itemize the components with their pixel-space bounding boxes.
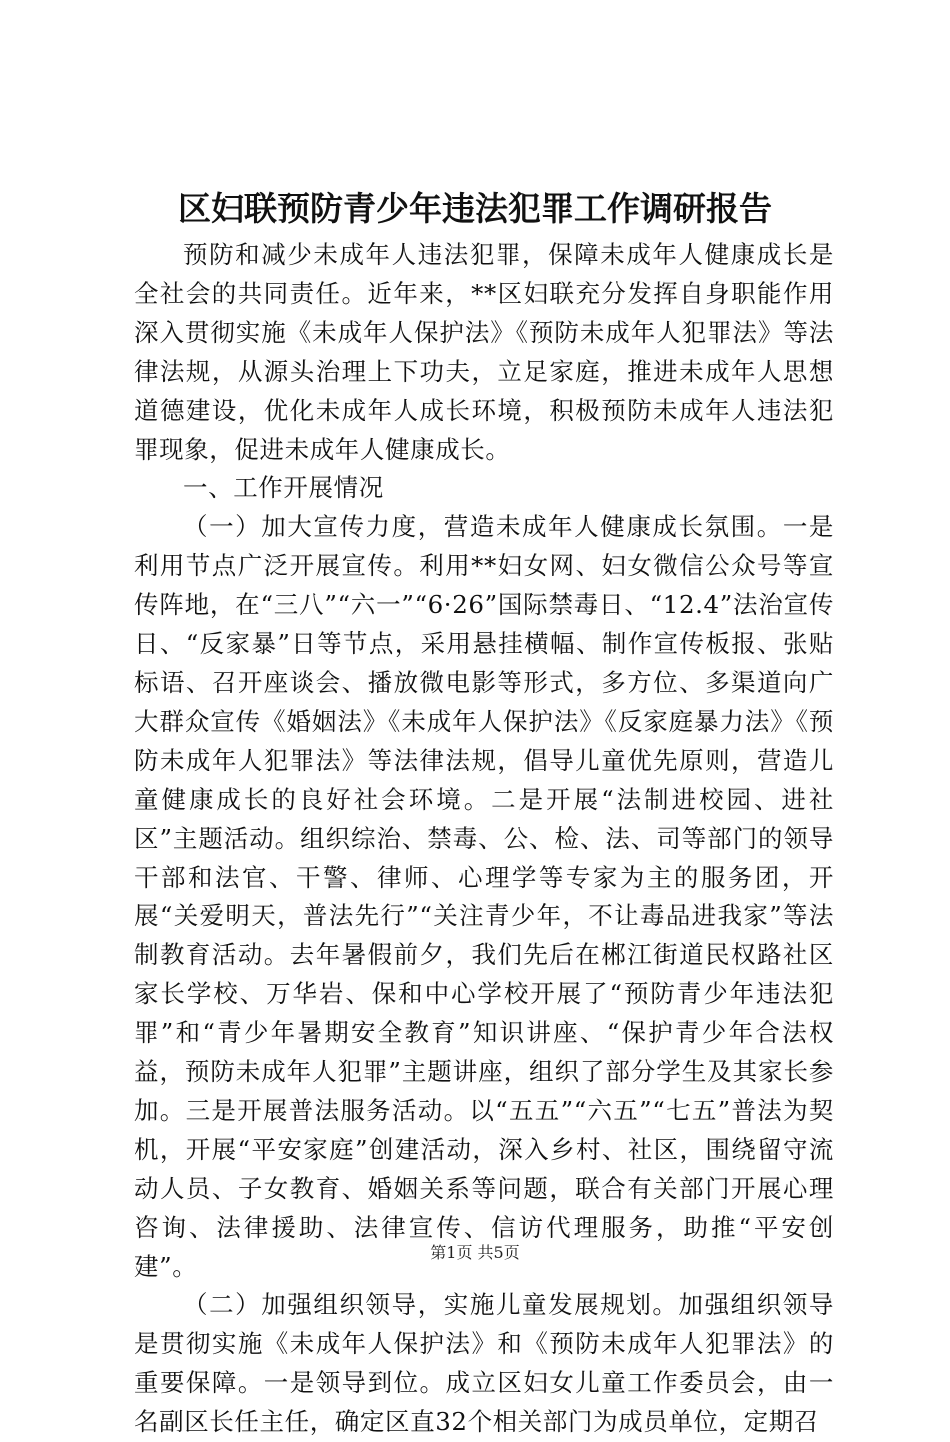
paragraph-intro: 预防和减少未成年人违法犯罪，保障未成年人健康成长是全社会的共同责任。近年来，**区妇联充分发挥自身职能作用深入贯彻实施《未成年人保护法》《预防未成年人犯罪法》等法律法规，从源头治理上下功夫，立足家庭，推进未成年人思想道德建设，优化未成年人成长环境，积极预防未成年人违法犯罪现象，促进未成年人健康成长。: [134, 240, 834, 464]
page-number-footer: 第1页 共5页: [430, 1243, 520, 1262]
section-heading: 一、工作开展情况: [183, 473, 384, 503]
paragraph-section-2: （二）加强组织领导，实施儿童发展规划。加强组织领导是贯彻实施《未成年人保护法》和《预防未成年人犯罪法》的重要保障。一是领导到位。成立区妇女儿童工作委员会，由一名副区长任主任，确定区直32个相关部门为成员单位，定期召: [134, 1290, 834, 1437]
document-title: 区妇联预防青少年违法犯罪工作调研报告: [178, 189, 772, 228]
paragraph-section-1: （一）加大宣传力度，营造未成年人健康成长氛围。一是利用节点广泛开展宣传。利用**妇女网、妇女微信公众号等宣传阵地，在“三八”“六一”“6·26”国际禁毒日、“12.4”法治宣传日、“反家暴”日等节点，采用悬挂横幅、制作宣传板报、张贴标语、召开座谈会、播放微电影等形式，多方位、多渠道向广大群众宣传《婚姻法》《未成年人保护法》《反家庭暴力法》《预防未成年人犯罪法》等法律法规，倡导儿童优先原则，营造儿童健康成长的良好社会环境。二是开展“法制进校园、进社区”主题活动。组织综治、禁毒、公、检、法、司等部门的领导干部和法官、干警、律师、心理学等专家为主的服务团，开展“关爱明天，普法先行”“关注青少年，不让毒品进我家”等法制教育活动。去年暑假前夕，我们先后在郴江街道民权路社区家长学校、万华岩、保和中心学校开展了“预防青少年违法犯罪”和“青少年暑期安全教育”知识讲座、“保护青少年合法权益，预防未成年人犯罪”主题讲座，组织了部分学生及其家长参加。三是开展普法服务活动。以“五五”“六五”“七五”普法为契机，开展“平安家庭”创建活动，深入乡村、社区，围绕留守流动人员、子女教育、婚姻关系等问题，联合有关部门开展心理咨询、法律援助、法律宣传、信访代理服务，助推“平安创建”。: [134, 512, 834, 1281]
